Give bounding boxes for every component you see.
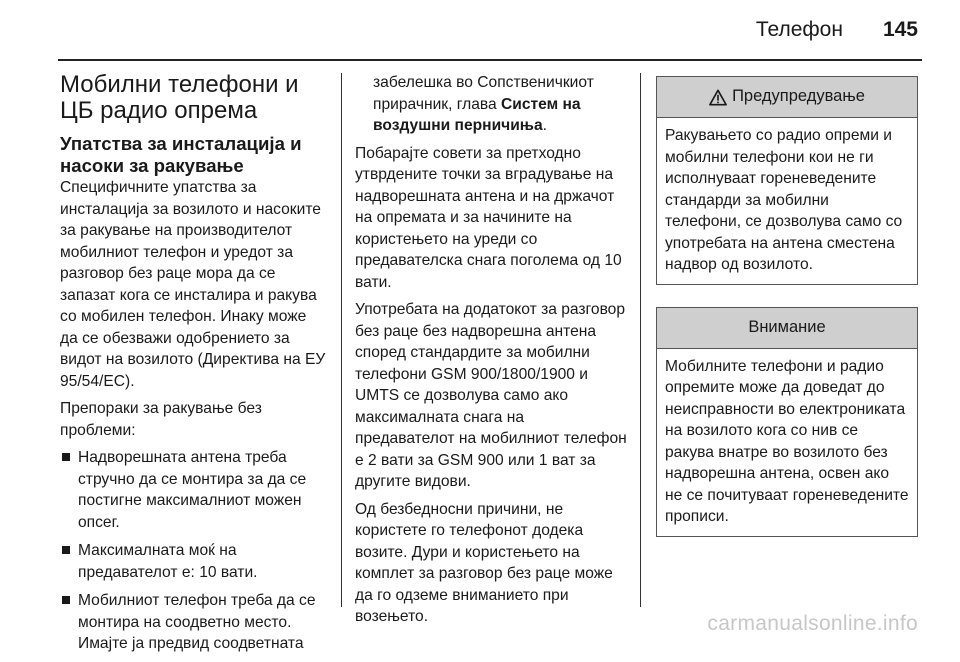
instructions-paragraph: Специфичните упатства за инсталација за возилото и насоките за ракување на производителот мобилниот телефон и уредот за разговор без раце мора да се запазат кога се инсталира и ракува со мобилен телефон. Инаку може да се обезважи одобрението за видот на возилото (Директива на ЕУ 95/54/ЕС).	[60, 179, 326, 390]
warning-box	[656, 76, 918, 285]
section-title: Телефон	[755, 18, 843, 41]
recommendations-intro: Препораки за ракување без проблеми:	[60, 400, 262, 439]
page-number: 145	[882, 18, 918, 41]
section-heading: Мобилни телефони и ЦБ радио опрема	[60, 71, 299, 124]
warning-heading: Предупредување	[732, 87, 865, 106]
warning-text: Ракувањето со радио опреми и мобилни телефони кои не ги исполнуваат гореневедените стандарди за мобилни телефони, се дозволува само со употребата на антена сместена надвор од возилото.	[665, 127, 903, 273]
header-divider	[58, 59, 922, 61]
column-divider-2	[640, 73, 641, 607]
list-item: Надворешната антена треба стручно да се монтира за да се постигне максималниот можен опсег.	[60, 447, 328, 533]
caution-text: Мобилните телефони и радио опремите може да доведат до неисправности во електрониката на возилото кога со нив се ракува внатре во возилото без надворешна антена, освен ако не се почитуваат гореневедените прописи.	[665, 357, 909, 525]
continuation-text: забелешка во Сопственичкиот прирачник, глава	[373, 74, 594, 113]
column-3	[656, 76, 918, 553]
watermark: carmanualsonline.info	[707, 612, 918, 635]
continuation-end: .	[542, 117, 547, 134]
caution-box-header	[657, 308, 917, 349]
bullet-continuation	[355, 72, 627, 137]
list-item: Мобилниот телефон треба да се монтира на соодветно место. Имајте ја предвид соодветната	[60, 590, 328, 655]
column-2	[355, 72, 627, 634]
page-header	[756, 18, 918, 48]
caution-box	[656, 307, 918, 537]
manual-chapter-reference: Систем на воздушни перничиња	[373, 95, 581, 134]
list-item: Максималната моќ на предавателот е: 10 вати.	[60, 540, 328, 583]
antenna-advice-paragraph: Побарајте совети за претходно утврдените точки за вградување на надворешната антена и на држачот на опремата и за начините на користењето на уреди со предавателска снага поголема од 10 вати.	[355, 144, 622, 291]
caution-heading: Внимание	[748, 317, 826, 336]
handsfree-paragraph: Употребата на додатокот за разговор без раце без надворешна антена според стандардите за мобилни телефони GSM 900/1800/1900 и UMTS се дозволува само ако максималната снага на предавателот на мобилниот телефон е 2 вати за GSM 900 или 1 ват за другите видови.	[355, 301, 627, 490]
recommendations-list	[60, 447, 328, 655]
column-1	[60, 72, 328, 662]
warning-box-header	[657, 77, 917, 118]
safety-paragraph: Од безбедносни причини, не користете го телефонот додека возите. Дури и користењето на комплет за разговор без раце може да го одземе вниманието при возењето.	[355, 500, 613, 625]
column-divider-1	[341, 73, 342, 607]
subsection-heading: Упатства за инсталација и насоки за ракување	[60, 133, 302, 176]
warning-triangle-icon	[709, 89, 727, 106]
